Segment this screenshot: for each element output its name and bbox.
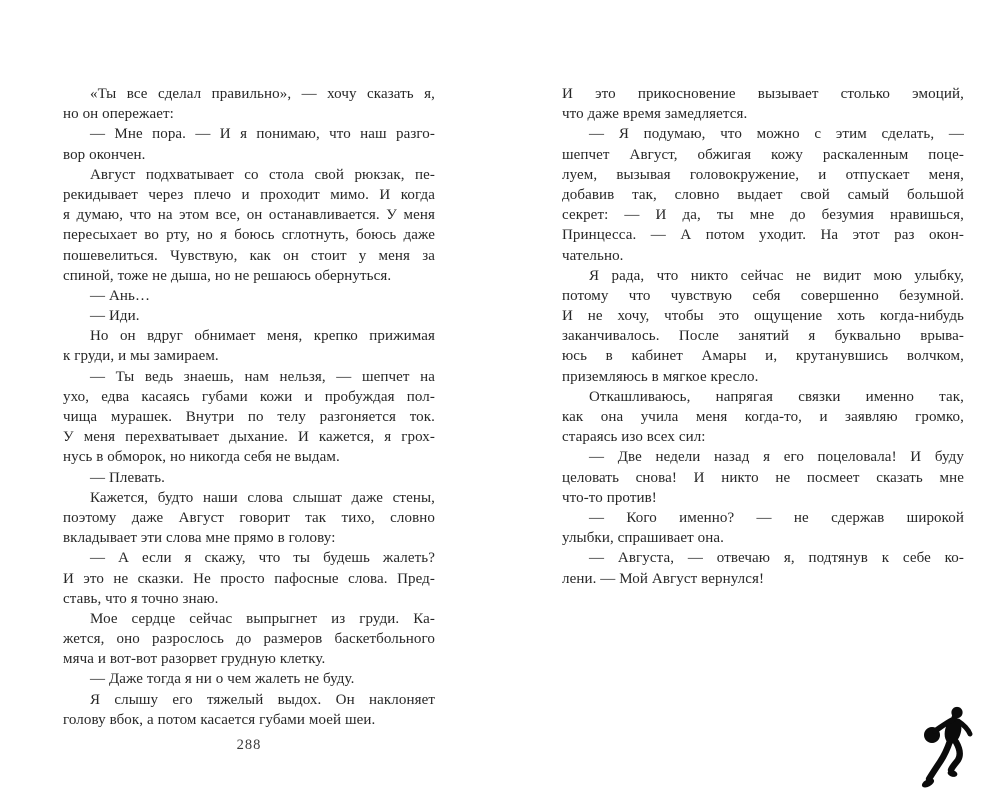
text-line: Но он вдруг обнимает меня, крепко прижимая (90, 328, 435, 345)
text-line: стараясь изо всех сил: (562, 429, 706, 446)
text-line: как она учила меня когда-то, и заявляю громко, (562, 409, 964, 425)
text-line: — Иди. (90, 308, 140, 325)
paragraph (63, 468, 435, 488)
text-line: — Ань… (90, 287, 151, 304)
text-line: луем, вызывая головокружение, и отпускает меня, (562, 166, 964, 183)
text-line: У меня перехватывает дыхание. И кажется, я грох- (63, 429, 435, 446)
text-line: — Августа, — отвечаю я, подтянув к себе ко- (589, 550, 964, 567)
paragraph (63, 84, 435, 124)
text-line: Я рада, что никто сейчас не видит мою улыбку, (589, 267, 964, 284)
text-line: — А если я скажу, что ты будешь жалеть? (90, 550, 435, 567)
text-line: Мое сердце сейчас выпрыгнет из груди. Ка- (90, 610, 435, 627)
text-line: голову вбок, а потом касается губами моей шеи. (63, 711, 376, 728)
paragraph (63, 609, 435, 670)
text-line: Принцесса. — А потом уходит. На этот раз окон- (562, 227, 964, 244)
text-line: к груди, и мы замираем. (63, 348, 219, 365)
text-line: спиной, тоже не дыша, но не решаюсь обернуться. (63, 267, 392, 284)
text-line: добавив так, словно выдает свой самый большой (562, 186, 964, 203)
left-page-text (63, 84, 435, 730)
paragraph (63, 165, 435, 286)
paragraph (63, 306, 435, 326)
text-line: мяча и вот-вот разорвет грудную клетку. (63, 651, 326, 668)
text-line: «Ты все сделал правильно», — хочу сказать я, (90, 86, 435, 102)
text-line: потому что чувствую себя совершенно безумной. (562, 287, 964, 304)
text-line: И это прикосновение вызывает столько эмоций, (562, 86, 964, 102)
text-line: поэтому даже Август говорит так тихо, словно (63, 509, 435, 526)
text-line: приземляюсь в мягкое кресло. (562, 368, 759, 385)
paragraph (63, 690, 435, 730)
page-number: 288 (236, 737, 262, 753)
paragraph (562, 548, 964, 588)
text-line: — Мне пора. — И я понимаю, что наш разго- (90, 126, 435, 143)
text-line: улыбки, спрашивает она. (562, 530, 725, 547)
text-line: пересыхает во рту, но я боюсь сглотнуть, боюсь даже (63, 227, 435, 244)
text-line: чательно. (562, 247, 624, 264)
paragraph (562, 84, 964, 124)
paragraph (63, 326, 435, 366)
text-line: целовать снова! И никто не посмеет сказать мне (562, 469, 964, 486)
text-line: И это не сказки. Не просто пафосные слова. Пред- (63, 570, 435, 587)
paragraph (562, 447, 964, 508)
paragraph (562, 124, 964, 265)
paragraph (63, 286, 435, 306)
paragraph (63, 488, 435, 549)
paragraph (63, 124, 435, 164)
text-line: юсь в кабинет Амары и, крутанувшись волчком, (562, 348, 964, 365)
text-line: — Ты ведь знаешь, нам нельзя, — шепчет на (90, 368, 435, 385)
text-line: я думаю, что на этом все, он останавливается. У меня (63, 207, 435, 224)
paragraph (562, 266, 964, 387)
text-line: Август подхватывает со стола свой рюкзак, пе- (90, 166, 435, 183)
text-line: рекидывает через плечо и проходит мимо. И когда (63, 186, 435, 203)
text-line: что даже время замедляется. (562, 106, 748, 123)
paragraph (562, 387, 964, 448)
text-line: Откашливаюсь, напрягая связки именно так, (589, 388, 964, 405)
text-line: заканчивалось. После занятий я буквально врыва- (562, 328, 964, 345)
text-line: нусь в обморок, но никогда себя не выдам. (63, 449, 340, 466)
basketball-player-icon (920, 704, 978, 790)
text-line: И не хочу, чтобы это ощущение хоть когда-нибудь (562, 308, 964, 325)
paragraph (562, 508, 964, 548)
text-line: чища мурашек. Внутри по телу разгоняется ток. (63, 409, 435, 425)
text-line: вкладывает эти слова мне прямо в голову: (63, 530, 336, 547)
text-line: что-то против! (562, 489, 657, 506)
paragraph (63, 669, 435, 689)
text-line: пошевелиться. Чувствую, как он стоит у меня за (63, 247, 435, 264)
text-line: Кажется, будто наши слова слышат даже стены, (90, 489, 435, 506)
text-line: Я слышу его тяжелый выдох. Он наклоняет (90, 691, 435, 708)
text-line: ухо, едва касаясь губами кожи и пробуждая пол- (63, 388, 435, 405)
text-line: лени. — Мой Август вернулся! (562, 570, 765, 587)
text-line: секрет: — И да, ты мне до безумия нравишься, (562, 207, 964, 224)
text-line: вор окончен. (63, 146, 146, 163)
text-line: но он опережает: (63, 106, 174, 123)
text-line: — Плевать. (90, 469, 166, 486)
text-line: — Даже тогда я ни о чем жалеть не буду. (90, 671, 355, 688)
text-line: — Кого именно? — не сдержав широкой (589, 509, 964, 526)
text-line: жется, оно разрослось до размеров баскетбольного (63, 631, 435, 648)
text-line: ставь, что я точно знаю. (63, 590, 219, 607)
paragraph (63, 367, 435, 468)
right-page-text (562, 84, 964, 589)
paragraph (63, 548, 435, 609)
text-line: — Я подумаю, что можно с этим сделать, — (589, 126, 964, 143)
text-line: шепчет Август, обжигая кожу раскаленным поце- (562, 146, 964, 163)
text-line: — Две недели назад я его поцеловала! И буду (589, 449, 964, 466)
